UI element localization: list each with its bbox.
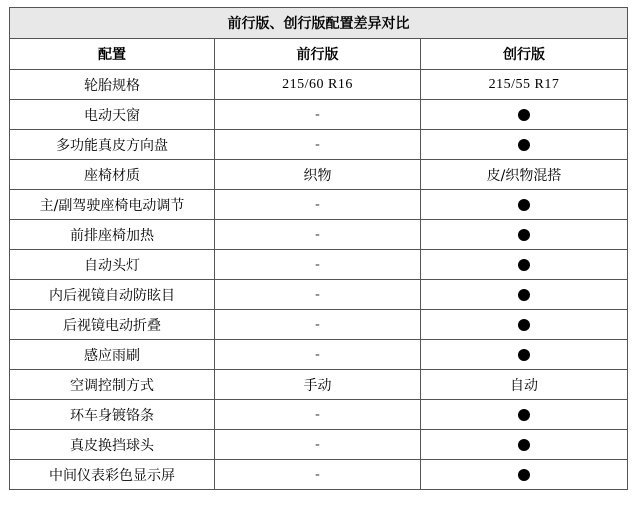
not-included-dash: - <box>315 137 320 152</box>
feature-cell: 多功能真皮方向盘 <box>10 130 215 160</box>
qianxing-cell <box>215 370 421 400</box>
qianxing-cell <box>215 460 421 490</box>
not-included-dash: - <box>315 197 320 212</box>
included-dot-icon <box>518 259 530 271</box>
chuangxing-cell <box>421 280 628 310</box>
table-row <box>10 100 628 130</box>
feature-cell: 主/副驾驶座椅电动调节 <box>10 190 215 220</box>
included-dot-icon <box>518 439 530 451</box>
table-row <box>10 250 628 280</box>
chuangxing-value: 皮/织物混搭 <box>486 167 562 184</box>
feature-cell: 真皮换挡球头 <box>10 430 215 460</box>
included-dot-icon <box>518 229 530 241</box>
table-row <box>10 340 628 370</box>
qianxing-cell <box>215 280 421 310</box>
chuangxing-cell <box>421 460 628 490</box>
not-included-dash: - <box>315 227 320 242</box>
qianxing-value: 215/60 R16 <box>282 77 353 92</box>
feature-cell: 自动头灯 <box>10 250 215 280</box>
chuangxing-cell <box>421 190 628 220</box>
table-row <box>10 190 628 220</box>
qianxing-cell <box>215 160 421 190</box>
table-header-row <box>10 39 628 70</box>
table-row <box>10 160 628 190</box>
chuangxing-cell <box>421 130 628 160</box>
included-dot-icon <box>518 289 530 301</box>
qianxing-cell <box>215 400 421 430</box>
feature-cell: 座椅材质 <box>10 160 215 190</box>
feature-cell: 后视镜电动折叠 <box>10 310 215 340</box>
not-included-dash: - <box>315 467 320 482</box>
chuangxing-value: 215/55 R17 <box>488 77 560 92</box>
comparison-table-container <box>9 7 627 490</box>
chuangxing-cell <box>421 310 628 340</box>
table-row <box>10 310 628 340</box>
included-dot-icon <box>518 139 530 151</box>
table-row <box>10 370 628 400</box>
qianxing-cell <box>215 250 421 280</box>
chuangxing-cell <box>421 100 628 130</box>
chuangxing-cell <box>421 400 628 430</box>
header-chuangxing: 创行版 <box>421 39 628 70</box>
feature-cell: 环车身镀铬条 <box>10 400 215 430</box>
qianxing-value: 织物 <box>303 167 332 184</box>
table-title-row <box>10 8 628 39</box>
not-included-dash: - <box>315 437 320 452</box>
feature-cell: 内后视镜自动防眩目 <box>10 280 215 310</box>
feature-cell: 中间仪表彩色显示屏 <box>10 460 215 490</box>
qianxing-cell <box>215 430 421 460</box>
not-included-dash: - <box>315 287 320 302</box>
chuangxing-value: 自动 <box>510 377 538 394</box>
qianxing-cell <box>215 220 421 250</box>
included-dot-icon <box>518 319 530 331</box>
qianxing-cell <box>215 130 421 160</box>
header-feature: 配置 <box>10 39 215 70</box>
feature-cell: 前排座椅加热 <box>10 220 215 250</box>
qianxing-cell <box>215 100 421 130</box>
feature-cell: 电动天窗 <box>10 100 215 130</box>
table-row <box>10 280 628 310</box>
chuangxing-cell <box>421 340 628 370</box>
chuangxing-cell <box>421 220 628 250</box>
not-included-dash: - <box>315 257 320 272</box>
table-title: 前行版、创行版配置差异对比 <box>10 8 628 39</box>
qianxing-cell <box>215 70 421 100</box>
chuangxing-cell <box>421 250 628 280</box>
qianxing-cell <box>215 310 421 340</box>
table-row <box>10 70 628 100</box>
qianxing-value: 手动 <box>303 377 332 394</box>
chuangxing-cell <box>421 370 628 400</box>
chuangxing-cell <box>421 160 628 190</box>
chuangxing-cell <box>421 70 628 100</box>
included-dot-icon <box>518 199 530 211</box>
table-row <box>10 460 628 490</box>
table-row <box>10 430 628 460</box>
included-dot-icon <box>518 469 530 481</box>
chuangxing-cell <box>421 430 628 460</box>
not-included-dash: - <box>315 407 320 422</box>
table-body <box>10 70 628 490</box>
not-included-dash: - <box>315 347 320 362</box>
table-row <box>10 400 628 430</box>
qianxing-cell <box>215 340 421 370</box>
feature-cell: 空调控制方式 <box>10 370 215 400</box>
qianxing-cell <box>215 190 421 220</box>
table-row <box>10 130 628 160</box>
not-included-dash: - <box>315 317 320 332</box>
header-qianxing: 前行版 <box>215 39 421 70</box>
config-comparison-table <box>9 7 628 490</box>
feature-cell: 轮胎规格 <box>10 70 215 100</box>
included-dot-icon <box>518 409 530 421</box>
table-row <box>10 220 628 250</box>
included-dot-icon <box>518 349 530 361</box>
feature-cell: 感应雨刷 <box>10 340 215 370</box>
not-included-dash: - <box>315 107 320 122</box>
included-dot-icon <box>518 109 530 121</box>
